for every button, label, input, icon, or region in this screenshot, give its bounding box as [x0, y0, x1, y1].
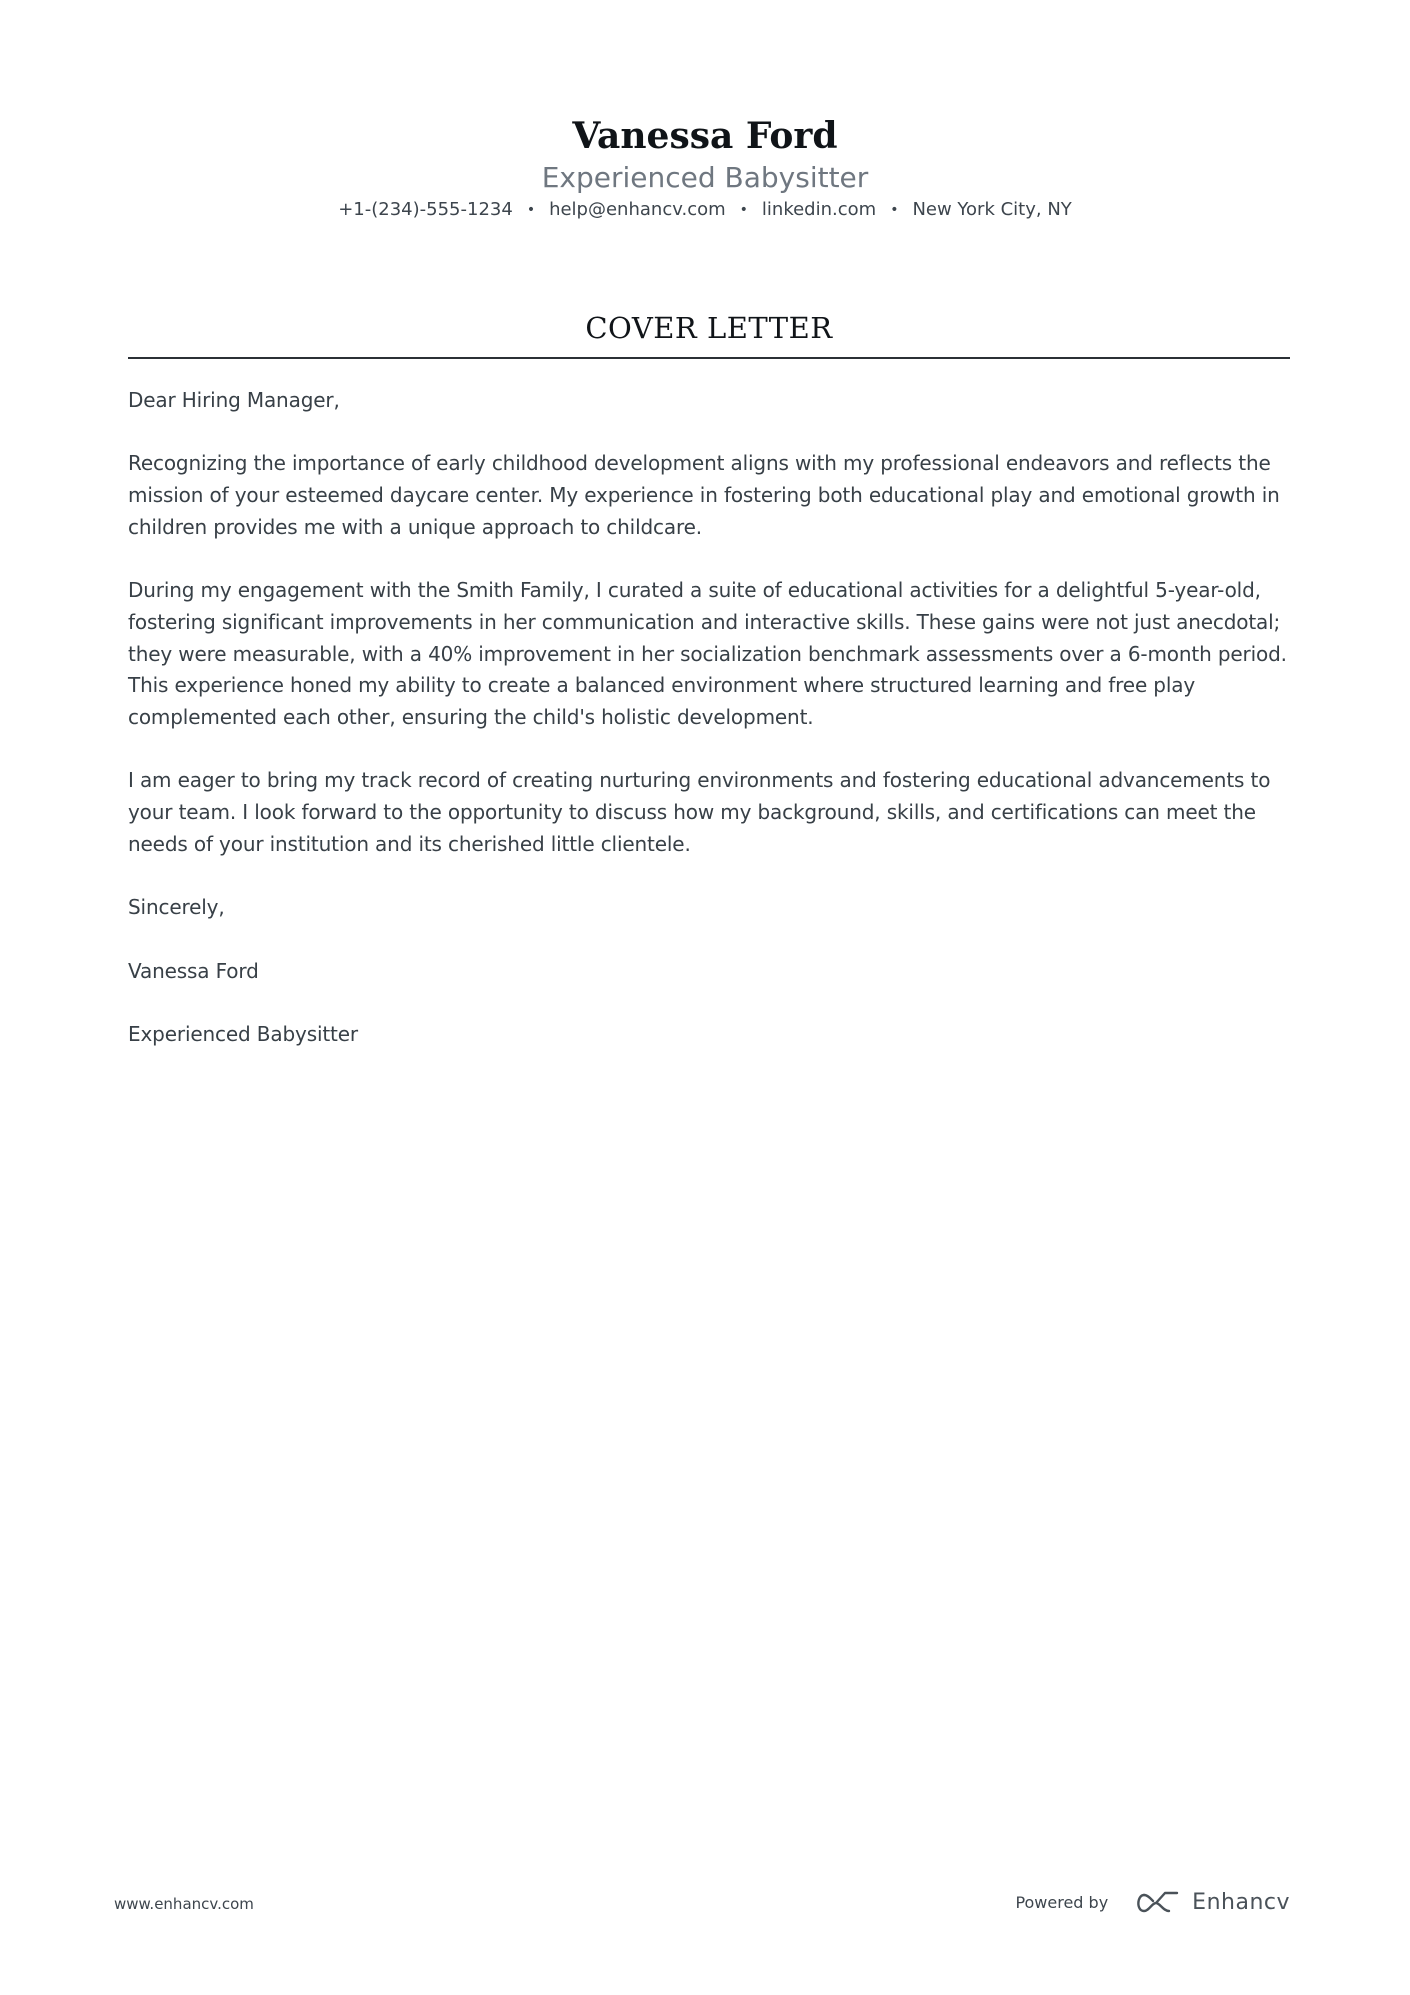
contact-phone: +1-(234)-555-1234 [338, 199, 513, 220]
contact-separator: • [739, 202, 748, 218]
candidate-role: Experienced Babysitter [541, 161, 869, 194]
brand [1134, 1888, 1290, 1918]
letter-closing: Sincerely, [128, 895, 225, 920]
contact-email: help@enhancv.com [549, 199, 726, 220]
footer-website: www.enhancv.com [114, 1895, 254, 1913]
contact-linkedin: linkedin.com [761, 199, 877, 220]
contact-separator: • [890, 202, 899, 218]
powered-by-label: Powered by [1015, 1893, 1109, 1912]
header [0, 112, 1410, 222]
contact-separator: • [526, 202, 536, 218]
signature-name: Vanessa Ford [128, 958, 259, 983]
section-divider [128, 357, 1290, 359]
section-title: COVER LETTER [585, 311, 833, 345]
letter-paragraph: I am eager to bring my track record of creating nurturing environments and fostering educational advancements to your team. I look forward to the opportunity to discuss how my background, skills, and certifications can meet the needs of your institution and its cherished little clientele. [128, 768, 1271, 856]
contact-info [0, 198, 1410, 222]
contact-location: New York City, NY [912, 199, 1072, 220]
letter-paragraph: During my engagement with the Smith Family, I curated a suite of educational activities for a delightful 5-year-old, fostering significant improvements in her communication and interactive skills. These gains were not just anecdotal; they were measurable, with a 40% improvement in her socialization benchmark assessments over a 6-month period. This experience honed my ability to create a balanced environment where structured learning and free play complemented each other, ensuring the child's holistic development. [128, 578, 1287, 729]
footer-branding [1015, 1888, 1290, 1918]
signature-title: Experienced Babysitter [128, 1021, 358, 1046]
letter-paragraph: Recognizing the importance of early childhood development aligns with my professional endeavors and reflects the mission of your esteemed daycare center. My experience in fostering both educational play and emotional growth in children provides me with a unique approach to childcare. [128, 451, 1280, 539]
brand-name: Enhancv [1192, 1890, 1290, 1915]
letter-body [128, 385, 1293, 1082]
letter-greeting: Dear Hiring Manager, [128, 388, 340, 412]
enhancv-logo-icon [1134, 1890, 1180, 1916]
candidate-name: Vanessa Ford [572, 115, 838, 157]
